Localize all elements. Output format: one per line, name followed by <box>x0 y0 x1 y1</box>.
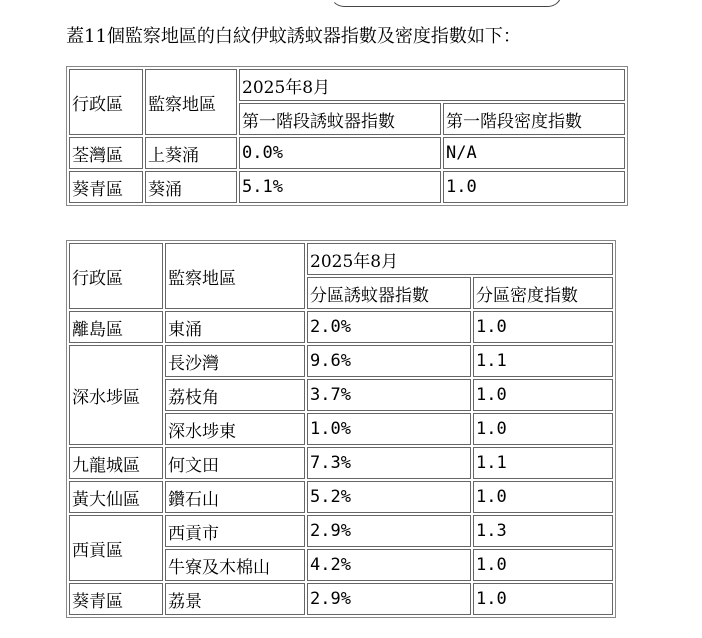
intro-text: 蓋11個監察地區的白紋伊蚊誘蚊器指數及密度指數如下： <box>66 26 521 47</box>
density-cell: 1.0 <box>473 311 613 343</box>
header-density: 分區密度指數 <box>473 277 613 309</box>
area-cell: 牛寮及木棉山 <box>165 549 305 581</box>
district-cell: 九龍城區 <box>69 447 163 479</box>
density-cell: 1.1 <box>473 345 613 377</box>
area-cell: 荔景 <box>165 583 305 615</box>
header-area: 監察地區 <box>165 243 305 309</box>
area-cell: 葵涌 <box>145 171 237 203</box>
table-row <box>69 171 625 203</box>
area-cell: 深水埗東 <box>165 413 305 445</box>
index-cell: 1.0% <box>307 413 471 445</box>
table-row <box>69 137 625 169</box>
table-row <box>69 583 613 615</box>
table-row <box>69 345 613 377</box>
table-row <box>69 311 613 343</box>
density-cell: 1.0 <box>443 171 625 203</box>
district-cell: 荃灣區 <box>69 137 143 169</box>
density-cell: 1.0 <box>473 379 613 411</box>
index-cell: 9.6% <box>307 345 471 377</box>
district-cell: 葵青區 <box>69 171 143 203</box>
header-area: 監察地區 <box>145 69 237 135</box>
district-cell: 西貢區 <box>69 515 163 581</box>
index-cell: 4.2% <box>307 549 471 581</box>
density-cell: 1.0 <box>473 481 613 513</box>
area-cell: 西貢市 <box>165 515 305 547</box>
area-cell: 東涌 <box>165 311 305 343</box>
density-cell: 1.0 <box>473 413 613 445</box>
header-density: 第一階段密度指數 <box>443 103 625 135</box>
density-cell: 1.3 <box>473 515 613 547</box>
district-cell: 葵青區 <box>69 583 163 615</box>
first-stage-table <box>66 66 628 206</box>
area-cell: 何文田 <box>165 447 305 479</box>
area-cell: 長沙灣 <box>165 345 305 377</box>
density-cell: 1.0 <box>473 549 613 581</box>
header-index: 第一階段誘蚊器指數 <box>239 103 441 135</box>
header-district: 行政區 <box>69 69 143 135</box>
index-cell: 2.9% <box>307 515 471 547</box>
area-cell: 鑽石山 <box>165 481 305 513</box>
table-row <box>69 515 613 547</box>
index-cell: 2.0% <box>307 311 471 343</box>
header-district: 行政區 <box>69 243 163 309</box>
district-table <box>66 240 616 618</box>
index-cell: 5.2% <box>307 481 471 513</box>
header-index: 分區誘蚊器指數 <box>307 277 471 309</box>
area-cell: 上葵涌 <box>145 137 237 169</box>
index-cell: 0.0% <box>239 137 441 169</box>
table-row <box>69 447 613 479</box>
area-cell: 荔枝角 <box>165 379 305 411</box>
index-cell: 3.7% <box>307 379 471 411</box>
index-cell: 5.1% <box>239 171 441 203</box>
table-row <box>69 481 613 513</box>
density-cell: 1.1 <box>473 447 613 479</box>
district-cell: 離島區 <box>69 311 163 343</box>
density-cell: N/A <box>443 137 625 169</box>
index-cell: 7.3% <box>307 447 471 479</box>
header-month: 2025年8月 <box>307 243 613 275</box>
cropped-bracket <box>330 0 562 7</box>
district-cell: 黃大仙區 <box>69 481 163 513</box>
density-cell: 1.0 <box>473 583 613 615</box>
header-month: 2025年8月 <box>239 69 625 101</box>
index-cell: 2.9% <box>307 583 471 615</box>
district-cell: 深水埗區 <box>69 345 163 445</box>
